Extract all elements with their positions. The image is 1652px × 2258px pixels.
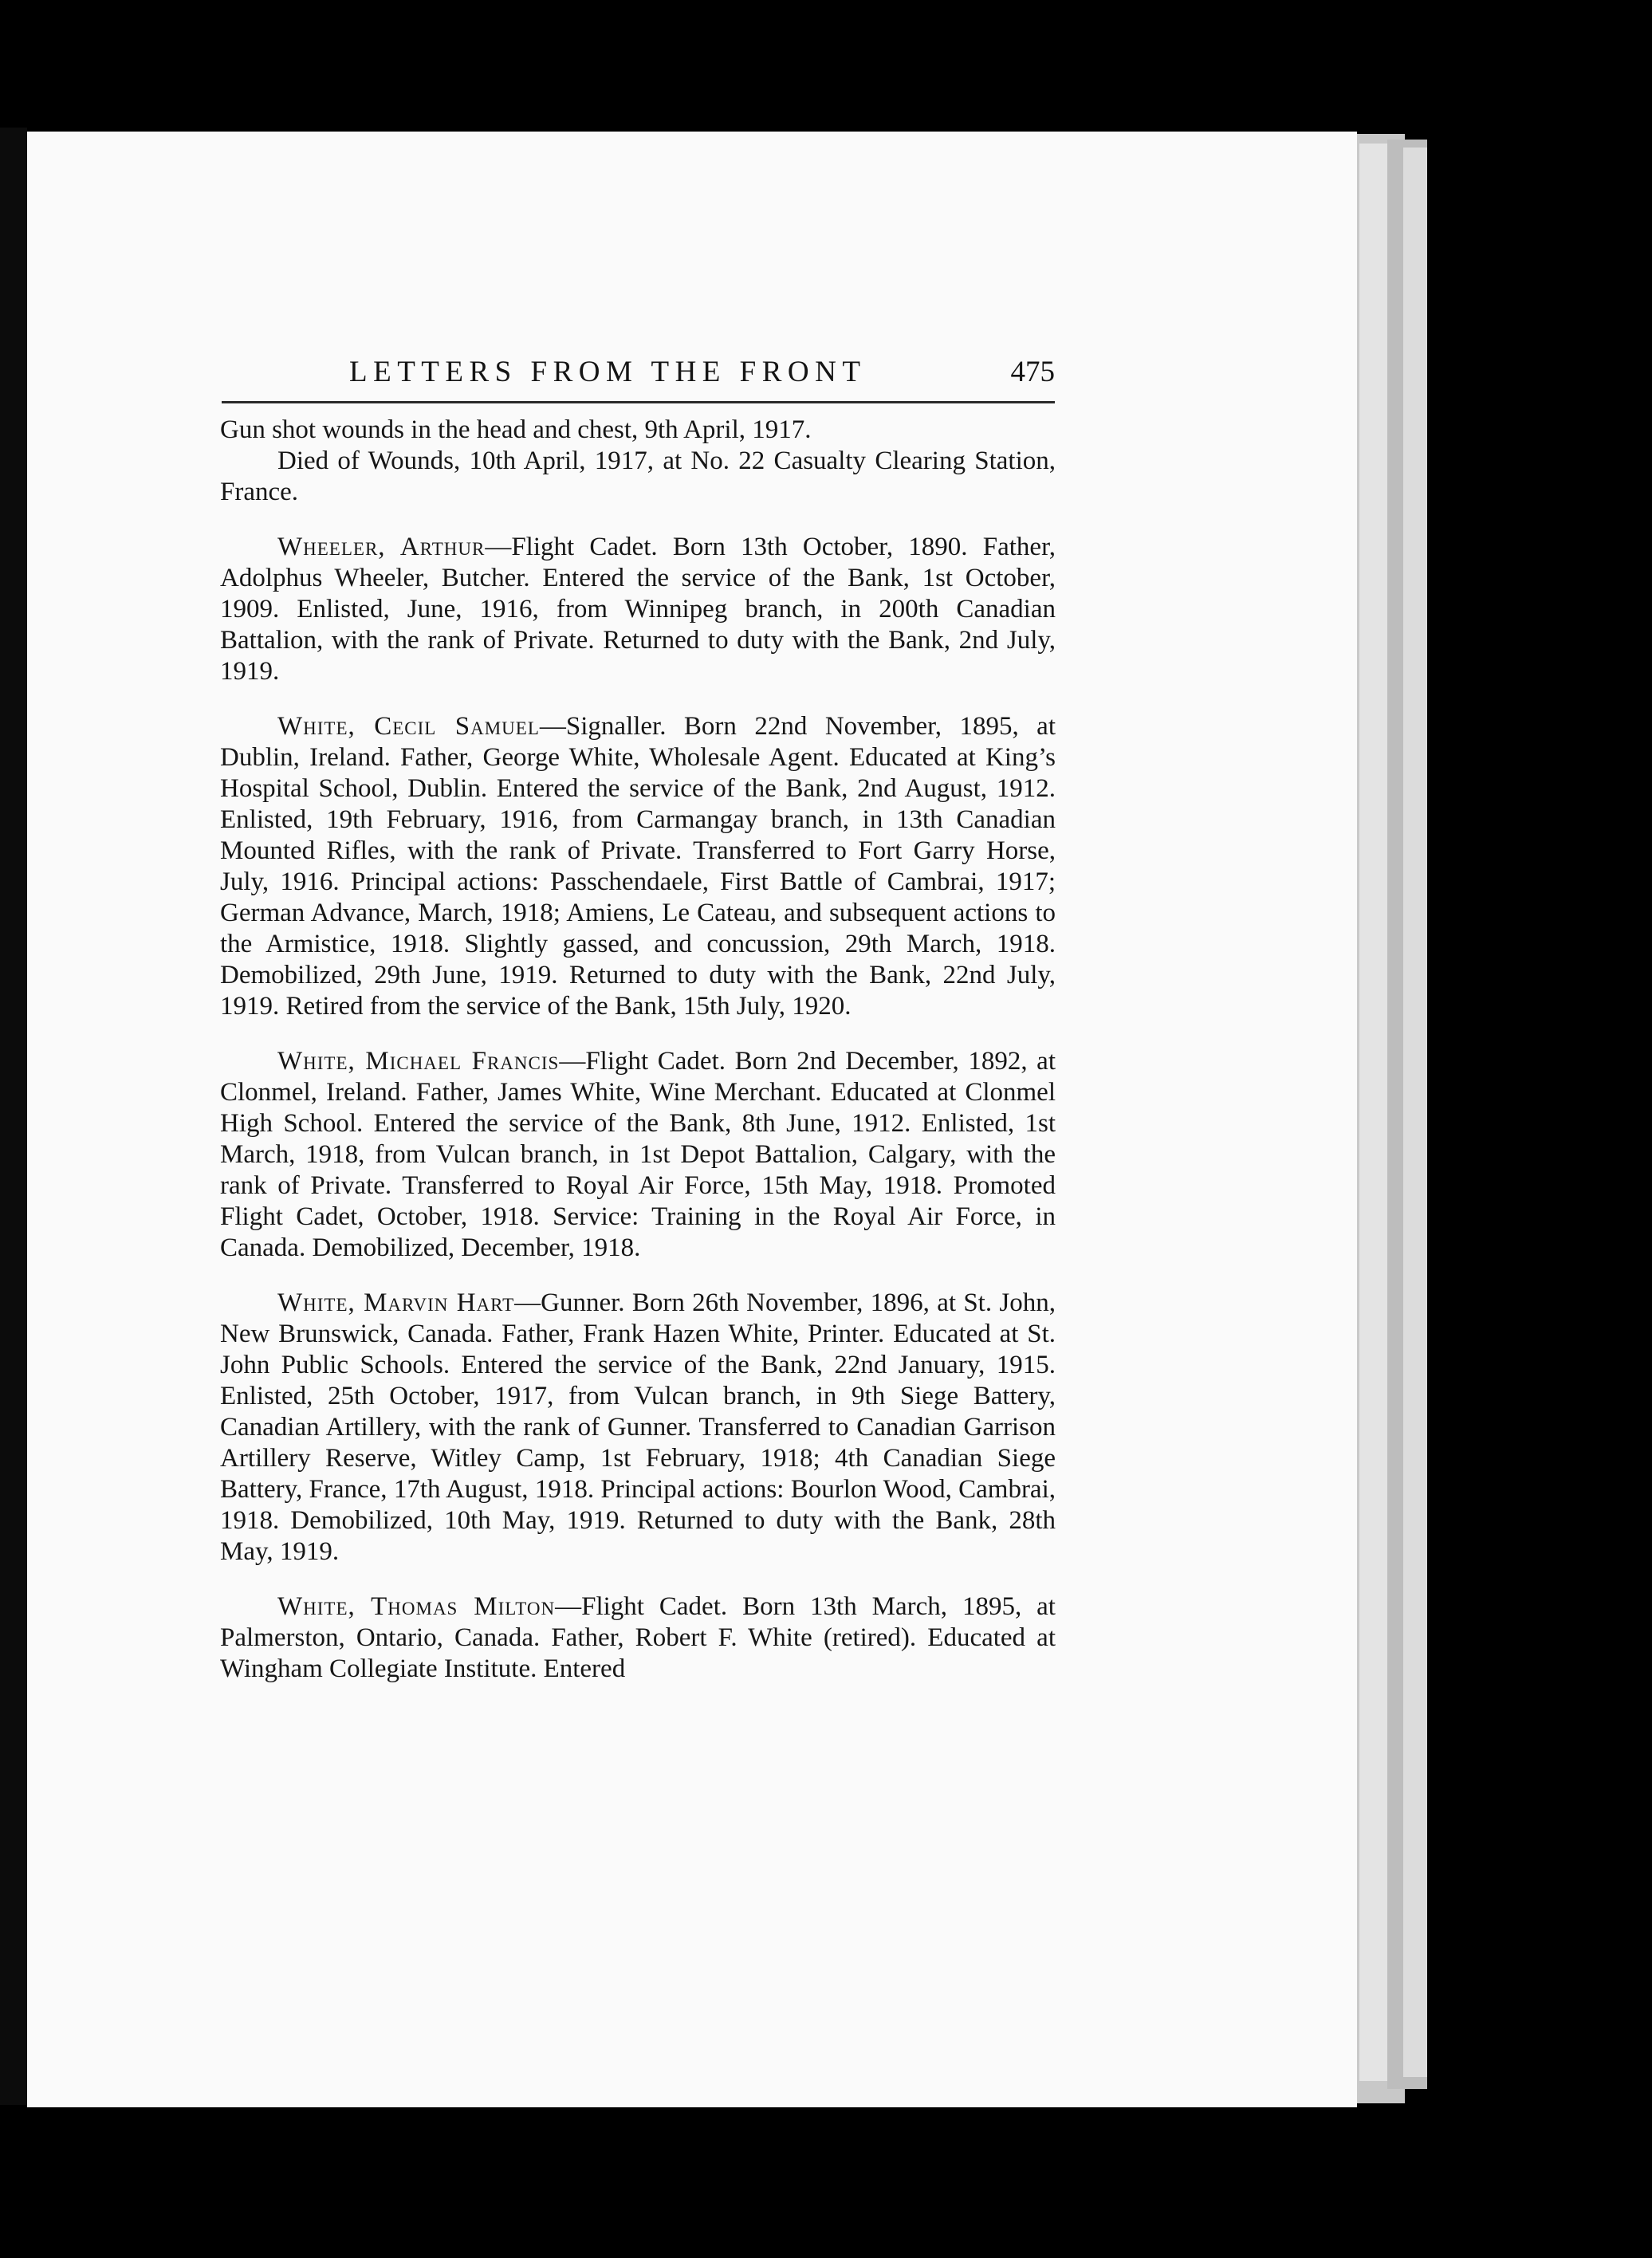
biography-entry bbox=[220, 1046, 1056, 1264]
entry-name: White, Cecil Samuel bbox=[277, 712, 540, 741]
header-rule bbox=[222, 401, 1055, 403]
entry-text: —Flight Cadet. Born 13th October, 1890. Father, Adolphus Wheeler, Butcher. Entered the service of the Bank, 1st October, 1909. Enlisted, June, 1916, from Winnipeg branch, in 200th Canadian Battalion, with the rank of Private. Returned to duty with the Bank, 2nd July, 1919. bbox=[220, 533, 1056, 686]
entry-name: White, Marvin Hart bbox=[277, 1288, 515, 1317]
biography-entry bbox=[220, 1591, 1056, 1685]
biography-entry bbox=[220, 532, 1056, 687]
page-edge bbox=[1403, 148, 1427, 2077]
paragraph-text: Died of Wounds, 10th April, 1917, at No. 22 Casualty Clearing Station, France. bbox=[220, 446, 1056, 506]
entry-name: White, Thomas Milton bbox=[277, 1592, 556, 1621]
paragraph-text: Gun shot wounds in the head and chest, 9th April, 1917. bbox=[220, 415, 812, 444]
book-spine-edge bbox=[0, 128, 27, 2105]
continuation-paragraph bbox=[220, 446, 1056, 508]
body-text bbox=[220, 415, 1056, 1685]
entry-text: —Gunner. Born 26th November, 1896, at St. John, New Brunswick, Canada. Father, Frank Hazen White, Printer. Educated at St. John Public Schools. Entered the service of the Bank, 22nd January, 1915. Enlisted, 25th October, 1917, from Vulcan branch, in 9th Siege Battery, Canadian Artillery, with the rank of Gunner. Transferred to Canadian Garrison Artillery Reserve, Witley Camp, 1st February, 1918; 4th Canadian Siege Battery, France, 17th August, 1918. Principal actions: Bourlon Wood, Cambrai, 1918. Demobilized, 10th May, 1919. Returned to duty with the Bank, 28th May, 1919. bbox=[220, 1288, 1056, 1566]
entry-name: White, Michael Francis bbox=[277, 1047, 560, 1076]
entry-text: —Flight Cadet. Born 2nd December, 1892, at Clonmel, Ireland. Father, James White, Wine Merchant. Educated at Clonmel High School. Entered the service of the Bank, 8th June, 1912. Enlisted, 1st March, 1918, from Vulcan branch, in 1st Depot Battalion, Calgary, with the rank of Private. Transferred to Royal Air Force, 15th May, 1918. Promoted Flight Cadet, October, 1918. Service: Training in the Royal Air Force, in Canada. Demobilized, December, 1918. bbox=[220, 1047, 1056, 1262]
running-title: LETTERS FROM THE FRONT bbox=[349, 356, 867, 388]
biography-entry bbox=[220, 1288, 1056, 1568]
page-number: 475 bbox=[1010, 356, 1055, 388]
entry-text: —Signaller. Born 22nd November, 1895, at Dublin, Ireland. Father, George White, Wholesale Agent. Educated at King’s Hospital School, Dublin. Entered the service of the Bank, 2nd August, 1912. Enlisted, 19th February, 1916, from Carmangay branch, in 13th Canadian Mounted Rifles, with the rank of Private. Transferred to Fort Garry Horse, July, 1916. Principal actions: Passchendaele, First Battle of Cambrai, 1917; German Advance, March, 1918; Amiens, Le Cateau, and subsequent actions to the Armistice, 1918. Slightly gassed, and concussion, 29th March, 1918. Demobilized, 29th June, 1919. Returned to duty with the Bank, 22nd July, 1919. Retired from the service of the Bank, 15th July, 1920. bbox=[220, 712, 1056, 1021]
entry-name: Wheeler, Arthur bbox=[277, 533, 486, 561]
continuation-paragraph bbox=[220, 415, 1056, 446]
entry-text: —Flight Cadet. Born 13th March, 1895, at Palmerston, Ontario, Canada. Father, Robert F. White (retired). Educated at Wingham Collegiate Institute. Entered bbox=[220, 1592, 1056, 1683]
biography-entry bbox=[220, 711, 1056, 1022]
page-header bbox=[222, 355, 1055, 403]
